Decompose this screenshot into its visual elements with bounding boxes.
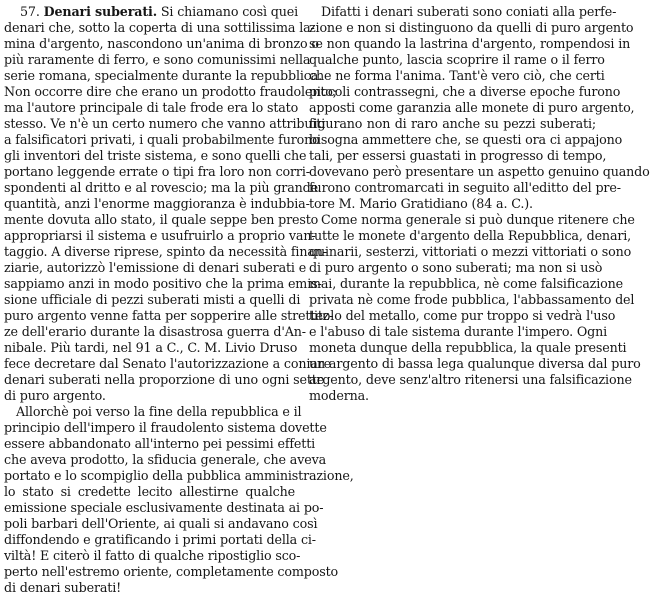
- text-line: quantità, anzi l'enorme maggioranza è indubbia-: [4, 196, 310, 211]
- text-line: spondenti al dritto e al rovescio; ma la più grande: [4, 180, 318, 195]
- text-line: moderna.: [309, 388, 369, 403]
- text-line: che aveva prodotto, la sfiducia generale, che aveva: [4, 452, 326, 467]
- text-line: di puro argento o sono suberati; ma non si usò: [309, 260, 603, 275]
- text-line: diffondendo e gratificando i primi portati della ci-: [4, 532, 316, 547]
- text-line: Difatti i denari suberati sono coniati alla perfe-: [321, 4, 617, 19]
- text-line: taggio. A diverse riprese, spinto da necessità finan-: [4, 244, 327, 259]
- text-line: perto nell'estremo oriente, completamente composto: [4, 564, 339, 579]
- text-line: principio dell'impero il fraudolento sistema dovette: [4, 420, 327, 435]
- text-line: serie romana, specialmente durante la repubblica.: [4, 68, 323, 83]
- text-line: viltà! E citerò il fatto di qualche ripostiglio sco-: [4, 548, 301, 563]
- text-line: piccoli contrassegni, che a diverse epoche furono: [309, 84, 621, 99]
- text-line: furono contromarcati in seguito all'editto del pre-: [309, 180, 621, 195]
- text-line: mai, durante la repubblica, nè come falsificazione: [309, 276, 623, 291]
- text-line: mina d'argento, nascondono un'anima di bronzo o: [4, 36, 319, 51]
- section-first-line: [4, 4, 299, 20]
- text-line: tali, per essersi guastati in progresso di tempo,: [309, 148, 607, 163]
- text-line: tutte le monete d'argento della Repubblica, denari,: [309, 228, 632, 243]
- text-line: portato e lo scompiglio della pubblica amministrazione,: [4, 468, 354, 483]
- text-line: figurano non di raro anche su pezzi suberati;: [309, 116, 596, 131]
- text-line: a falsificatori privati, i quali probabilmente furono: [4, 132, 320, 147]
- text-line: qualche punto, lascia scoprire il rame o il ferro: [309, 52, 605, 67]
- text-line: di denari suberati!: [4, 580, 122, 595]
- text-line: essere abbandonato all'interno pei pessimi effetti: [4, 436, 316, 451]
- text-line: lo stato si credette lecito allestirne qualche: [4, 484, 295, 499]
- text-line: Non occorre dire che erano un prodotto fraudolento;: [4, 84, 337, 99]
- text-line: sione ufficiale di pezzi suberati misti a quelli di: [4, 292, 301, 307]
- text-line: emissione speciale esclusivamente destinata ai po-: [4, 500, 324, 515]
- text-line: portano leggende errate o tipi fra loro non corri-: [4, 164, 310, 179]
- text-line: tore M. Mario Gratidiano (84 a. C.).: [309, 196, 533, 211]
- text-line: ziarie, autorizzò l'emissione di denari suberati e: [4, 260, 307, 275]
- text-line: ze dell'erario durante la disastrosa guerra d'An-: [4, 324, 306, 339]
- text-line: nibale. Più tardi, nel 91 a C., C. M. Livio Druso: [4, 340, 298, 355]
- right-column: [309, 4, 650, 404]
- text-line: ma l'autore principale di tale frode era lo stato: [4, 100, 299, 115]
- text-line: titolo del metallo, come pur troppo si vedrà l'uso: [309, 308, 616, 323]
- text-line: se non quando la lastrina d'argento, rompendosi in: [309, 36, 631, 51]
- text-line: di puro argento.: [4, 388, 106, 403]
- text-line: poli barbari dell'Oriente, ai quali si andavano così: [4, 516, 318, 531]
- section-heading: Denari suberati.: [43, 4, 157, 19]
- text-line: moneta dunque della repubblica, la quale presenti: [309, 340, 627, 355]
- first-line-text: Si chiamano così quei: [160, 4, 299, 19]
- text-line: appropriarsi il sistema e usufruirlo a proprio van-: [4, 228, 316, 243]
- section-number: 57.: [20, 4, 40, 19]
- text-line: bisogna ammettere che, se questi ora ci appajono: [309, 132, 623, 147]
- text-line: un argento di bassa lega qualunque diversa dal puro: [309, 356, 641, 371]
- text-line: Come norma generale si può dunque ritenere che: [321, 212, 635, 227]
- text-line: mente dovuta allo stato, il quale seppe ben presto: [4, 212, 319, 227]
- text-line: Allorchè poi verso la fine della repubblica e il: [16, 404, 302, 419]
- text-line: argento, deve senz'altro ritenersi una falsificazione: [309, 372, 632, 387]
- text-line: apposti come garanzia alle monete di puro argento,: [309, 100, 635, 115]
- text-line: quinarii, sesterzi, vittoriati o mezzi vittoriati o sono: [309, 244, 632, 259]
- text-line: stesso. Ve n'è un certo numero che vanno attribuiti: [4, 116, 326, 131]
- text-line: e l'abuso di tale sistema durante l'impero. Ogni: [309, 324, 608, 339]
- text-line: denari che, sotto la coperta di una sottilissima la-: [4, 20, 315, 35]
- text-line: dovevano però presentare un aspetto genuino quando: [309, 164, 650, 179]
- text-line: fece decretare dal Senato l'autorizzazione a coniare: [4, 356, 331, 371]
- text-line: gli inventori del triste sistema, e sono quelli che: [4, 148, 307, 163]
- text-line: zione e non si distinguono da quelli di puro argento: [309, 20, 634, 35]
- text-line: più raramente di ferro, e sono comunissimi nella: [4, 52, 311, 67]
- text-line: che ne forma l'anima. Tant'è vero ciò, che certi: [309, 68, 605, 83]
- text-line: privata nè come frode pubblica, l'abbassamento del: [309, 292, 635, 307]
- text-line: denari suberati nella proporzione di uno ogni sette: [4, 372, 325, 387]
- text-line: puro argento venne fatta per sopperire alle strettez-: [4, 308, 334, 323]
- text-line: sappiamo anzi in modo positivo che la prima emis-: [4, 276, 322, 291]
